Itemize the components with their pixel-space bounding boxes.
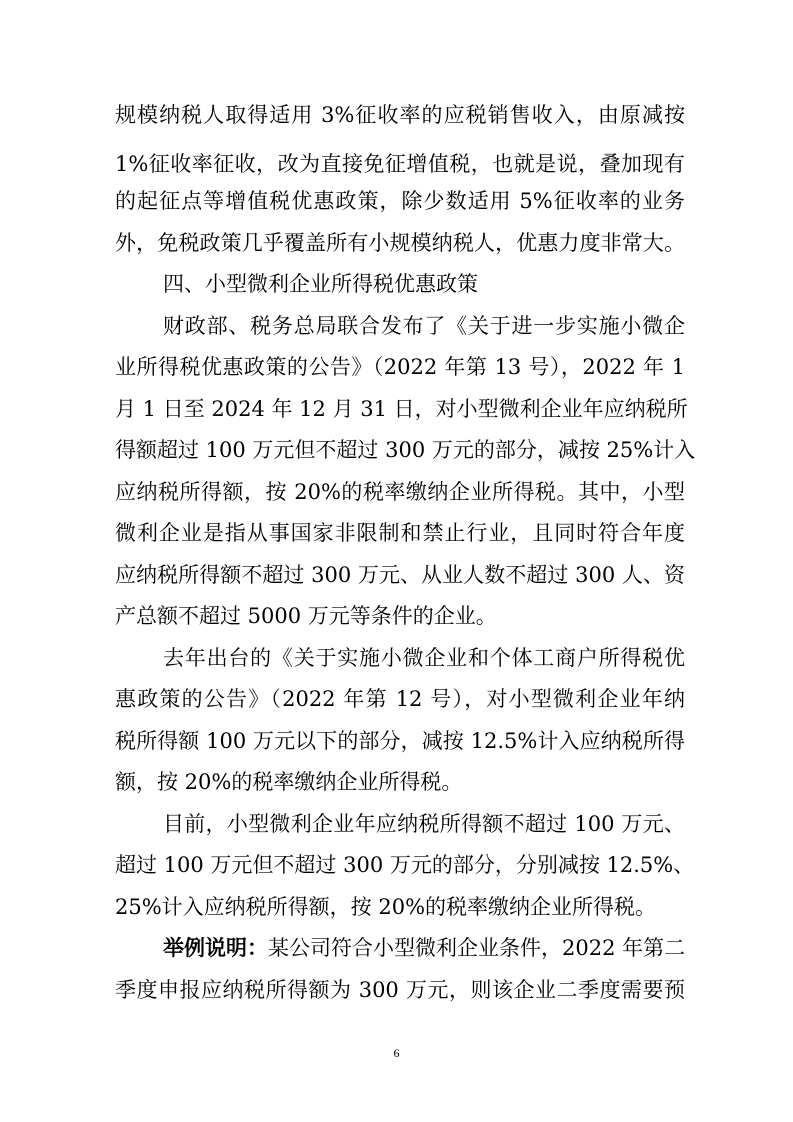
paragraph1-line-6: 微利企业是指从事国家非限制和禁止行业，且同时符合年度 bbox=[115, 521, 685, 545]
example-line-1-text: 某公司符合小型微利企业条件，2022 年第二 bbox=[268, 936, 686, 960]
continuation-line-3: 的起征点等增值税优惠政策，除少数适用 5%征收率的业务 bbox=[115, 189, 685, 213]
paragraph3-line-2: 超过 100 万元但不超过 300 万元的部分，分别减按 12.5%、 bbox=[115, 853, 695, 877]
section-heading: 四、小型微利企业所得税优惠政策 bbox=[163, 272, 478, 296]
paragraph2-line-2: 惠政策的公告》（2022 年第 12 号），对小型微利企业年纳 bbox=[115, 687, 685, 711]
paragraph1-line-7: 应纳税所得额不超过 300 万元、从业人数不超过 300 人、资 bbox=[115, 563, 685, 587]
paragraph2-line-4: 额，按 20%的税率缴纳企业所得税。 bbox=[115, 770, 463, 794]
continuation-line-1: 规模纳税人取得适用 3%征收率的应税销售收入，由原减按 bbox=[115, 103, 685, 127]
paragraph1-line-1: 财政部、税务总局联合发布了《关于进一步实施小微企 bbox=[163, 314, 685, 338]
paragraph1-line-5: 应纳税所得额，按 20%的税率缴纳企业所得税。其中，小型 bbox=[115, 480, 685, 504]
paragraph1-line-2: 业所得税优惠政策的公告》（2022 年第 13 号），2022 年 1 bbox=[115, 355, 685, 379]
paragraph3-line-3: 25%计入应纳税所得额，按 20%的税率缴纳企业所得税。 bbox=[115, 895, 657, 919]
continuation-line-2: 1%征收率征收，改为直接免征增值税，也就是说，叠加现有 bbox=[115, 152, 685, 176]
page-number: 6 bbox=[393, 1046, 400, 1060]
example-label: 举例说明： bbox=[163, 936, 268, 960]
example-line-1 bbox=[163, 933, 685, 963]
paragraph1-line-3: 月 1 日至 2024 年 12 月 31 日，对小型微利企业年应纳税所 bbox=[115, 397, 688, 421]
paragraph2-line-3: 税所得额 100 万元以下的部分，减按 12.5%计入应纳税所得 bbox=[115, 729, 685, 753]
paragraph1-line-8: 产总额不超过 5000 万元等条件的企业。 bbox=[115, 604, 497, 628]
paragraph3-line-1: 目前，小型微利企业年应纳税所得额不超过 100 万元、 bbox=[163, 812, 685, 836]
paragraph2-line-1: 去年出台的《关于实施小微企业和个体工商户所得税优 bbox=[163, 646, 685, 670]
continuation-line-4: 外，免税政策几乎覆盖所有小规模纳税人，优惠力度非常大。 bbox=[115, 231, 685, 255]
paragraph1-line-4: 得额超过 100 万元但不超过 300 万元的部分，减按 25%计入 bbox=[115, 438, 696, 462]
example-line-2: 季度申报应纳税所得额为 300 万元，则该企业二季度需要预 bbox=[115, 978, 685, 1002]
